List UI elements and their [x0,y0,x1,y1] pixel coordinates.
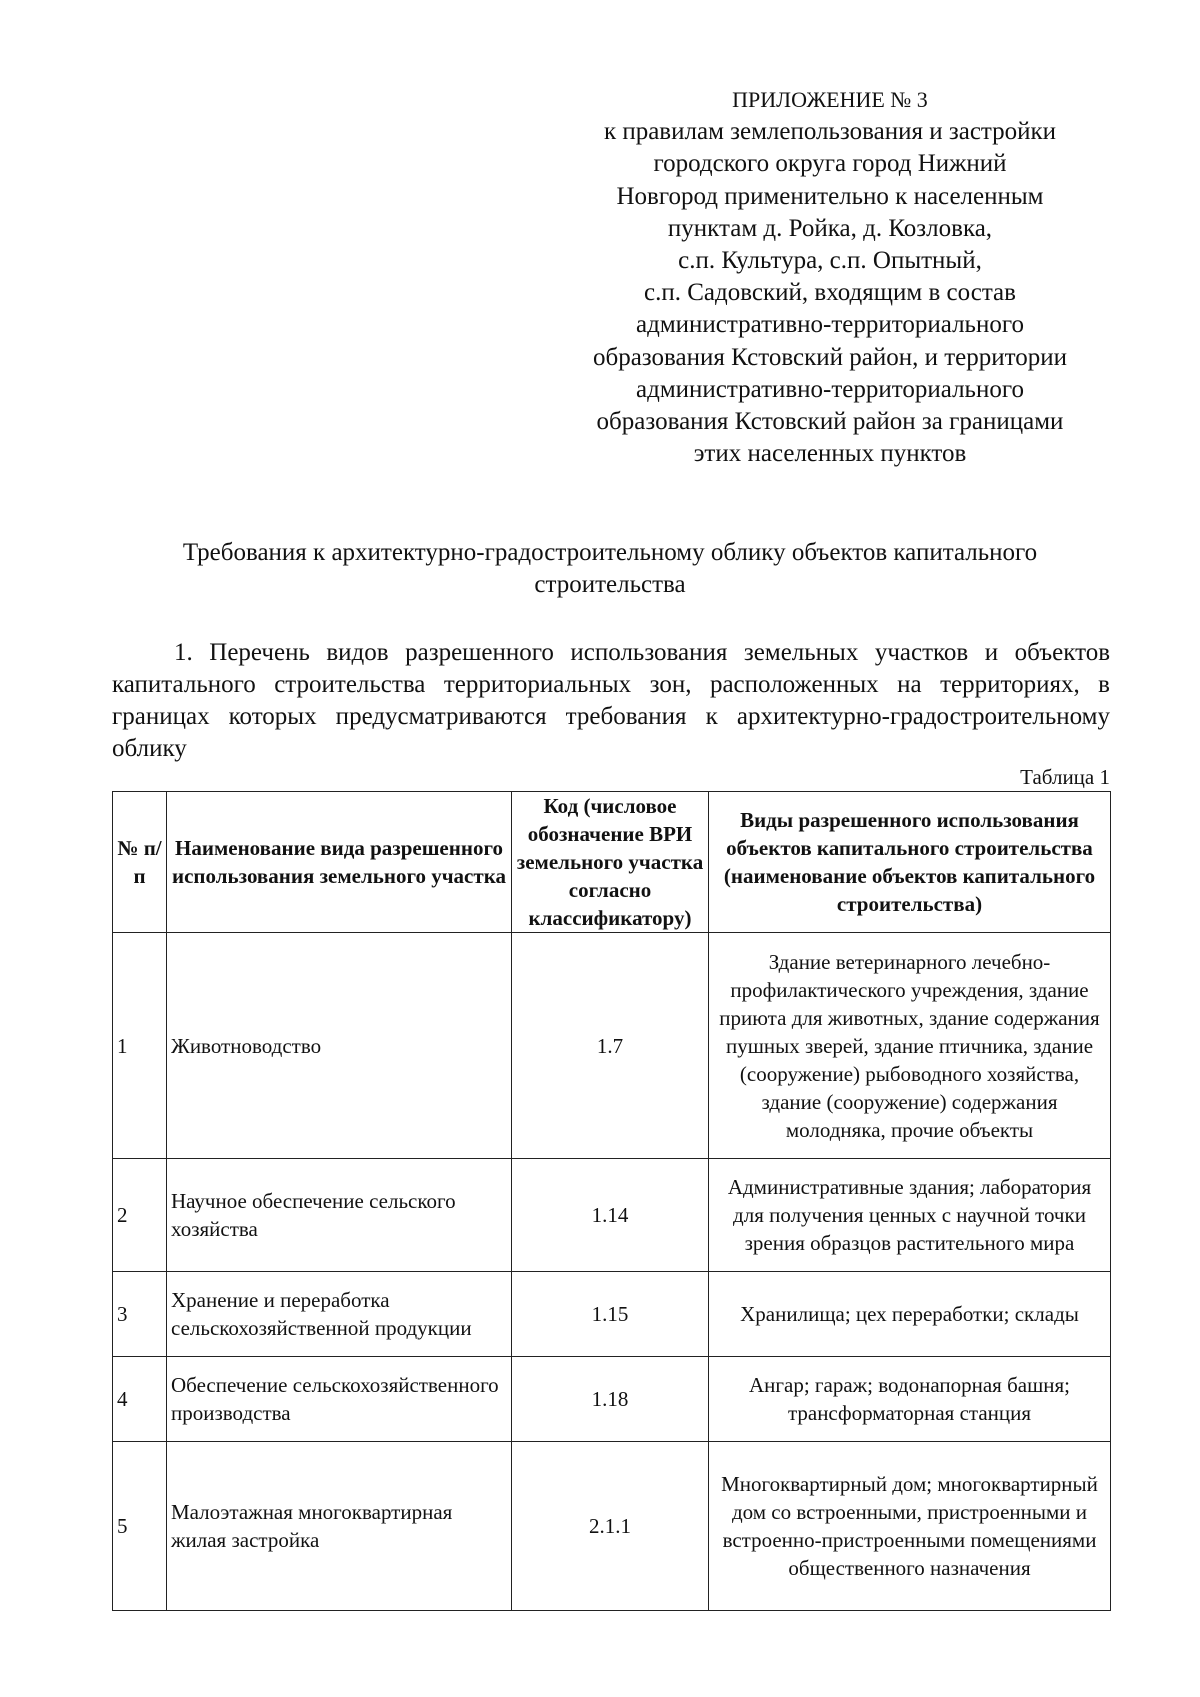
appendix-line: административно-территориального [636,311,1024,339]
row-code: 1.15 [512,1272,709,1357]
row-number: 5 [113,1442,167,1611]
appendix-title: ПРИЛОЖЕНИЕ № 3 [732,87,928,112]
row-objects: Многоквартирный дом; многоквартирный дом со встроенными, пристроенными и встроенно-пристроенными помещениями общественного назначения [709,1442,1111,1611]
appendix-line: Новгород применительно к населенным [616,182,1044,210]
row-objects: Хранилища; цех переработки; склады [709,1272,1111,1357]
row-number: 2 [113,1159,167,1272]
appendix-line: административно-территориального [636,375,1024,403]
row-objects: Здание ветеринарного лечебно-профилактического учреждения, здание приюта для животных, здание содержания пушных зверей, здание птичника, здание (сооружение) рыбоводного хозяйства, здание (сооружение) содержания молодняка, прочие объекты [709,933,1111,1159]
appendix-block [560,84,1100,470]
row-code: 1.18 [512,1357,709,1442]
row-number: 3 [113,1272,167,1357]
row-use-name: Малоэтажная многоквартирная жилая застройка [167,1442,512,1611]
row-use-name: Обеспечение сельскохозяйственного производства [167,1357,512,1442]
intro-paragraph: 1. Перечень видов разрешенного использования земельных участков и объектов капитального строительства территориальных зон, расположенных на территориях, в границах которых предусматриваются требования к архитектурно-градостроительному облику [112,639,1110,762]
table-row [113,1357,1111,1442]
row-code: 1.7 [512,933,709,1159]
row-use-name: Хранение и переработка сельскохозяйственной продукции [167,1272,512,1357]
appendix-line: к правилам землепользования и застройки [603,118,1057,146]
appendix-line: с.п. Садовский, входящим в состав [644,279,1016,307]
appendix-line: с.п. Культура, с.п. Опытный, [678,247,982,275]
row-objects: Административные здания; лаборатория для получения ценных с научной точки зрения образцов растительного мира [709,1159,1111,1272]
row-number: 4 [113,1357,167,1442]
table-row [113,1272,1111,1357]
row-use-name: Животноводство [167,933,512,1159]
header-number: № п/п [113,792,167,933]
table-row [113,1159,1111,1272]
document-title: Требования к архитектурно-градостроительному облику объектов капитального строительства [182,539,1038,598]
appendix-line: городского округа город Нижний [653,150,1007,178]
header-code: Код (числовое обозначение ВРИ земельного участка согласно классификатору) [512,792,709,933]
row-code: 1.14 [512,1159,709,1272]
row-number: 1 [113,933,167,1159]
appendix-line: образования Кстовский район, и территории [592,343,1067,371]
land-use-table [112,791,1111,1611]
appendix-line: этих населенных пунктов [693,440,967,468]
table-header-row [113,792,1111,933]
row-code: 2.1.1 [512,1442,709,1611]
row-use-name: Научное обеспечение сельского хозяйства [167,1159,512,1272]
table-row [113,1442,1111,1611]
row-objects: Ангар; гараж; водонапорная башня; трансформаторная станция [709,1357,1111,1442]
appendix-line: образования Кстовский район за границами [596,408,1064,436]
appendix-line: пунктам д. Ройка, д. Козловка, [667,214,993,242]
table-caption: Таблица 1 [1020,765,1110,789]
header-objects: Виды разрешенного использования объектов капитального строительства (наименование объектов капитального строительства) [709,792,1111,933]
table-row [113,933,1111,1159]
header-use-name: Наименование вида разрешенного использования земельного участка [167,792,512,933]
